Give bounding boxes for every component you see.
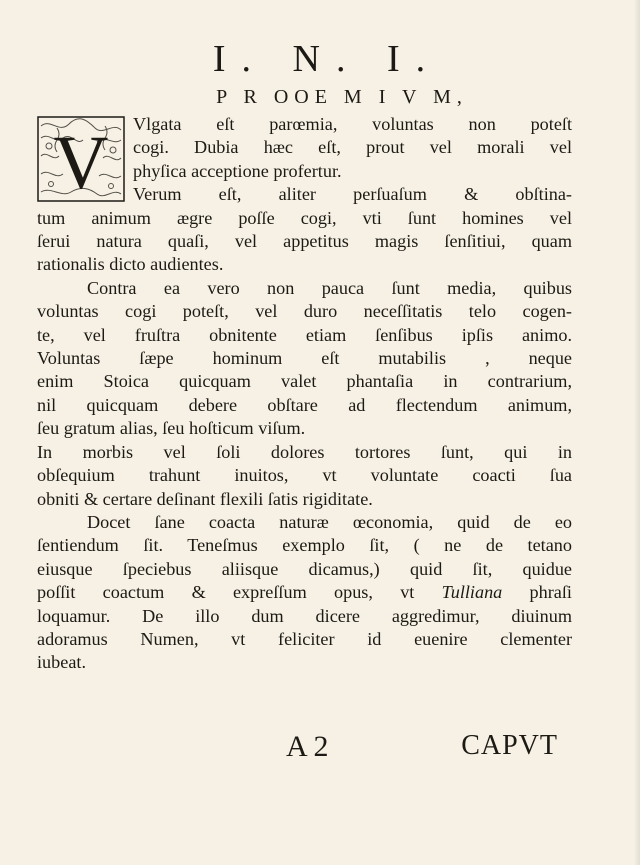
page-title: I. N. I. xyxy=(212,38,442,80)
text-line: Vlgata eſt parœmia, voluntas non poteſt xyxy=(133,114,572,134)
text-fragment: poſſit coactum & expreſſum opus, vt xyxy=(37,582,442,603)
text-line: Verum eſt, aliter perſuaſum & obſtina- xyxy=(133,184,572,205)
section-title: P R OOE M I V M, xyxy=(216,86,468,108)
text-body xyxy=(37,113,572,675)
text-line: ſeu gratum alias, ſeu hoſticum viſum. xyxy=(37,418,306,439)
text-line: Docet ſane coacta naturæ œconomia, quid de eo xyxy=(87,511,572,532)
text-line: tum animum ægre poſſe cogi, vti ſunt homines vel xyxy=(37,207,572,228)
text-line: rationalis dicto audientes. xyxy=(37,254,224,275)
paragraph-4 xyxy=(37,511,572,675)
text-line: adoramus Numen, vt feliciter id euenire clementer xyxy=(37,628,572,649)
ornamental-initial-v-icon xyxy=(37,116,125,202)
text-fragment: phraſi xyxy=(502,582,572,603)
text-line: enim Stoica quicquam valet phantaſia in contrarium, xyxy=(37,371,572,392)
italic-word: Tulliana xyxy=(441,582,503,603)
text-line: ſentiendum ſit. Teneſmus exemplo ſit, ( ne de tetano xyxy=(37,535,572,556)
paragraph-1 xyxy=(37,113,572,277)
text-line: obniti & certare deſinant flexili ſatis rigiditate. xyxy=(37,488,373,509)
text-line: cogi. Dubia hæc eſt, prout vel morali vel xyxy=(133,137,572,158)
text-line: iubeat. xyxy=(37,652,86,673)
text-line: In morbis vel ſoli dolores tortores ſunt, qui in xyxy=(37,441,572,462)
text-line: loquamur. De illo dum dicere aggredimur, diuinum xyxy=(37,605,572,626)
text-line: phyſica acceptione profertur. xyxy=(133,160,342,181)
text-line: Voluntas ſæpe hominum eſt mutabilis , neque xyxy=(37,348,572,369)
text-line: eiusque ſpeciebus aliisque dicamus,) quid ſit, quidue xyxy=(37,558,572,579)
text-line: voluntas cogi poteſt, vel duro neceſſitatis telo cogen- xyxy=(37,301,572,322)
signature-mark: A 2 xyxy=(286,730,329,763)
svg-text:V: V xyxy=(53,121,109,202)
page-footer xyxy=(0,730,640,770)
text-line xyxy=(37,581,572,604)
text-line: nil quicquam debere obſtare ad flectendum animum, xyxy=(37,394,572,415)
text-line: ſerui natura quaſi, vel appetitus magis ſenſitiui, quam xyxy=(37,231,572,252)
catchword: CAPVT xyxy=(461,730,558,761)
text-line: obſequium trahunt inuitos, vt voluntate coacti ſua xyxy=(37,465,572,486)
text-line: Contra ea vero non pauca ſunt media, quibus xyxy=(87,277,572,298)
paragraph-3 xyxy=(37,441,572,511)
text-line: te, vel fruſtra obnitente etiam ſenſibus ipſis animo. xyxy=(37,324,572,345)
paragraph-2 xyxy=(37,277,572,441)
